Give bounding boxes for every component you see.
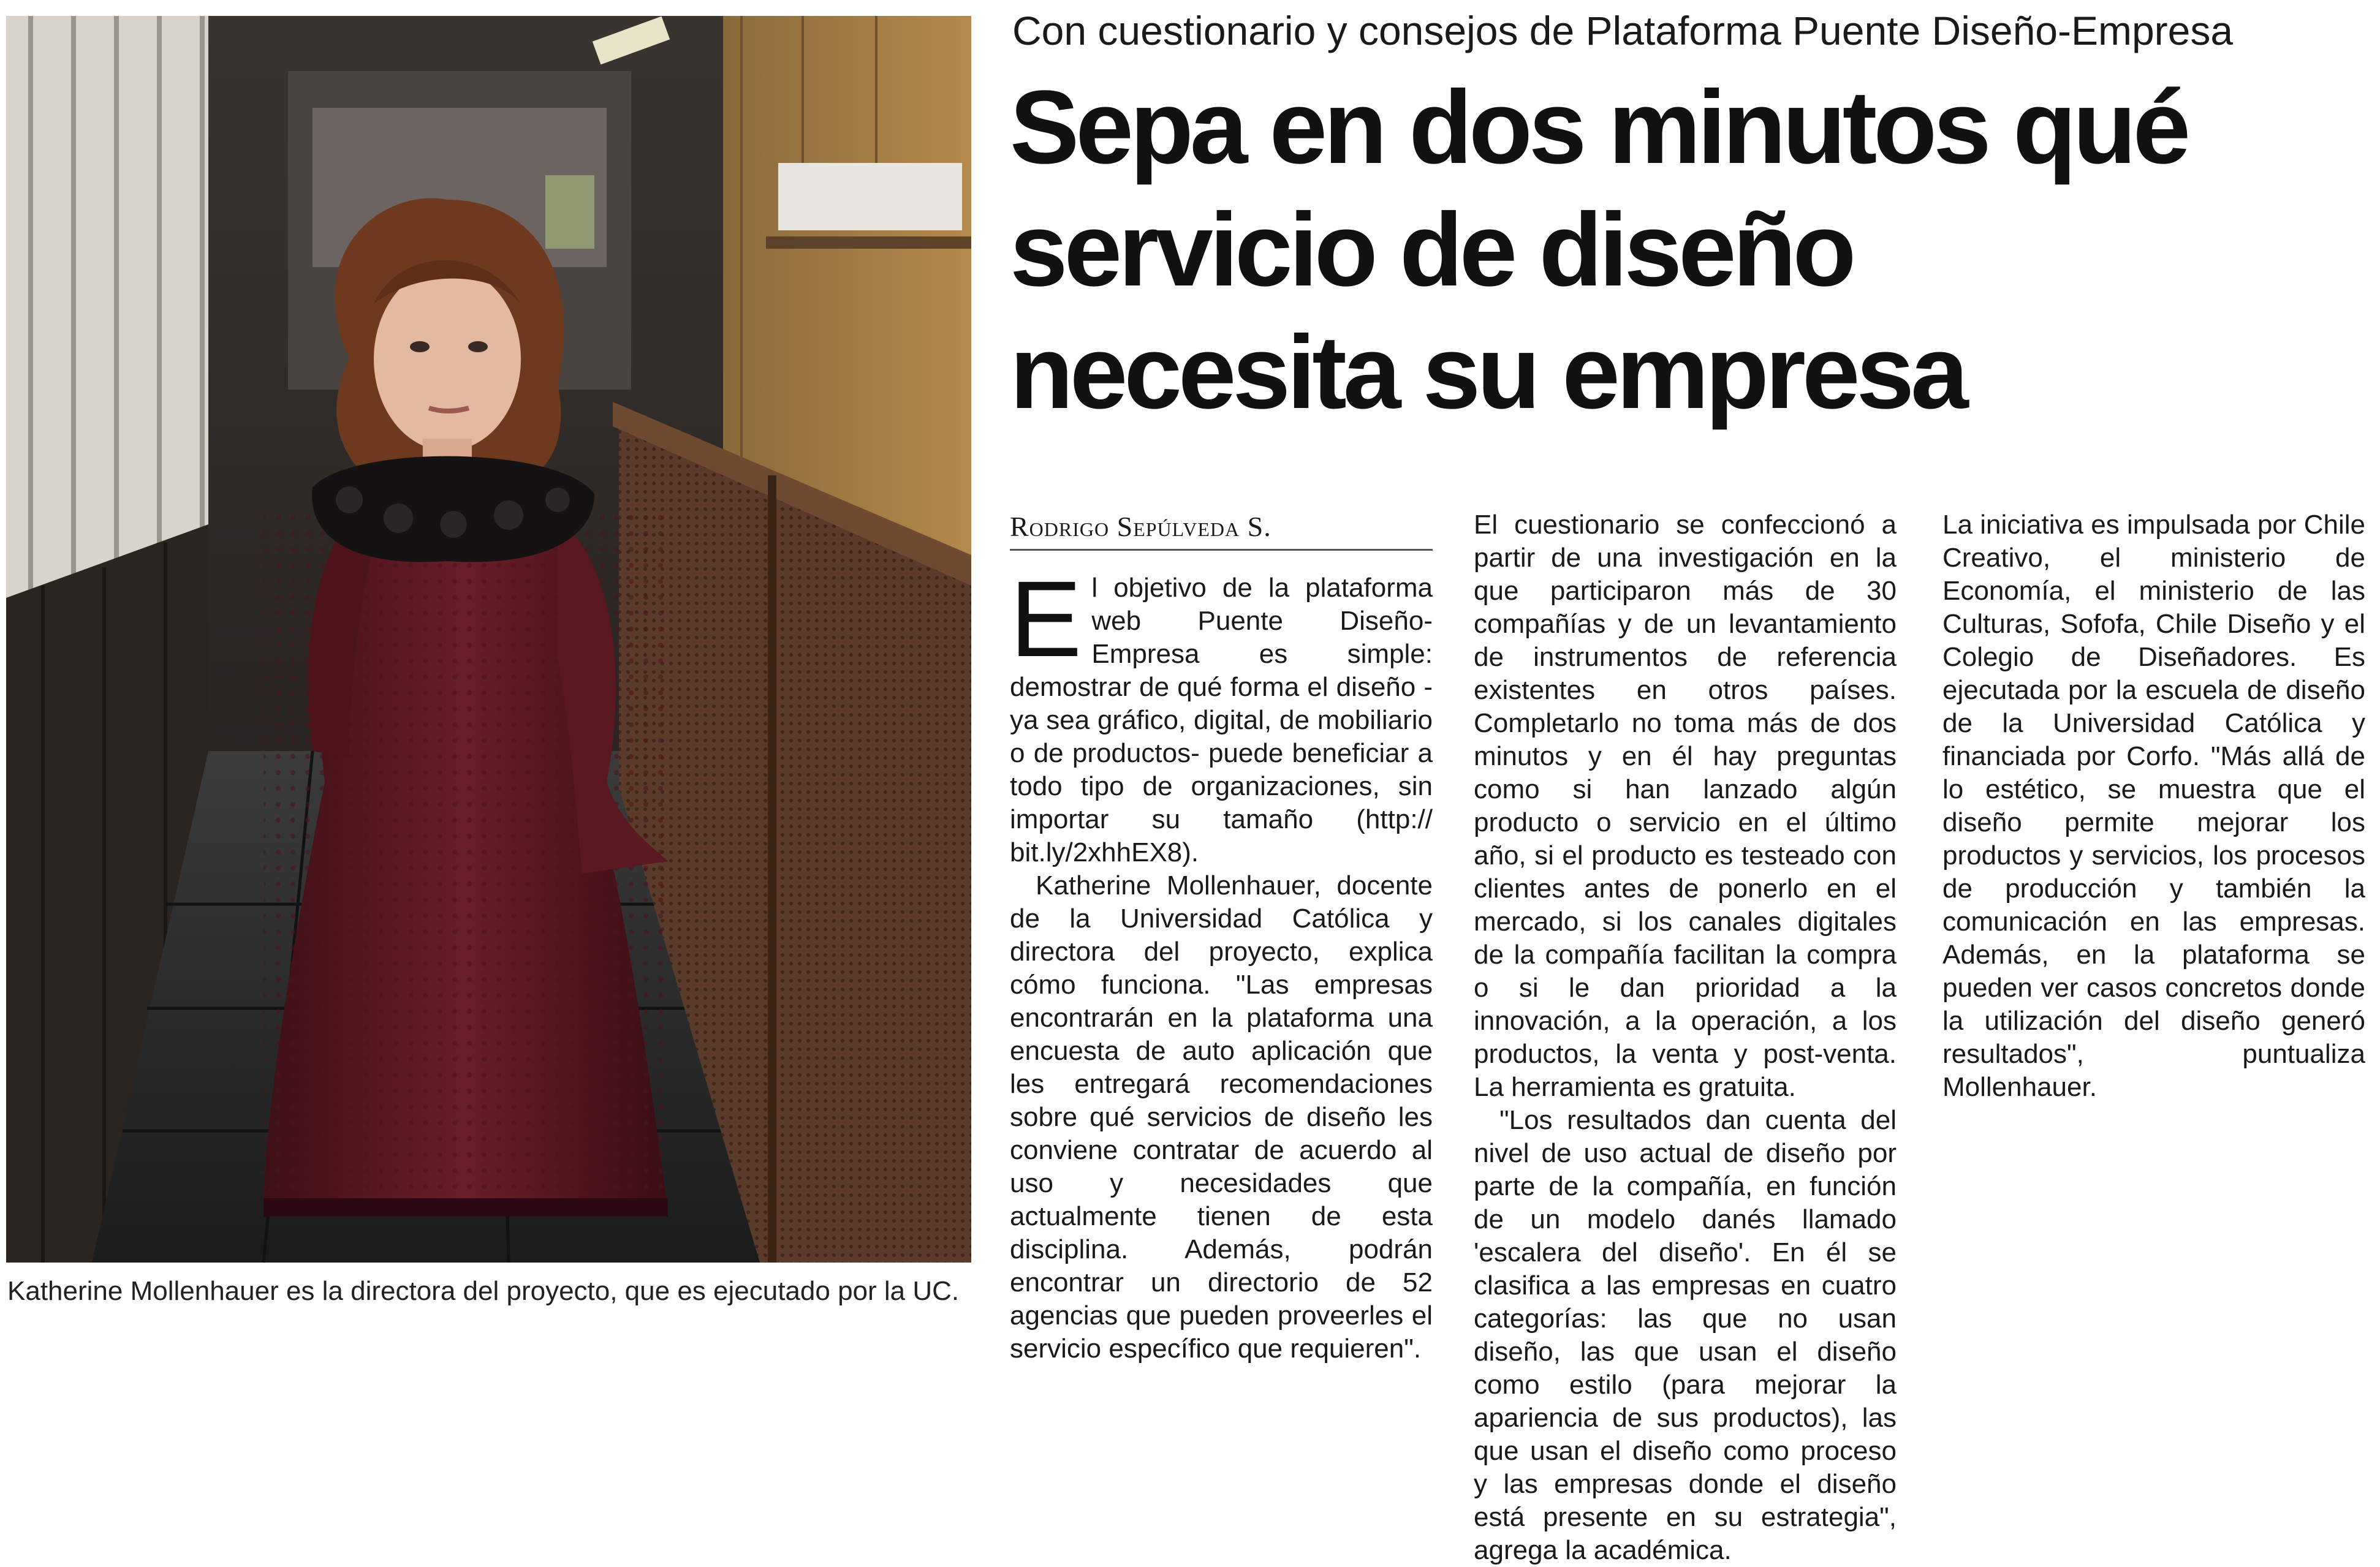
- paragraph-text: l objetivo de la plataforma web Puente Diseño-Empresa es simple: demostrar de qué forma el diseño -ya sea gráfico, digital, de mobiliario o de productos- puede beneficiar a todo tipo de organizaciones, sin importar su tamaño (http:// bit.ly/2xhhEX8).: [1010, 573, 1433, 867]
- byline: Rodrigo Sepúlveda S.: [1010, 508, 1433, 551]
- article-paragraph: La iniciativa es impulsada por Chile Creativo, el ministerio de Economía, el ministerio de las Culturas, Sofofa, Chile Diseño y el Colegio de Diseñadores. Es ejecutada por la escuela de diseño de la Universidad Católica y financiada por Corfo. "Más allá de lo estético, se muestra que el diseño permite mejorar los productos y servicios, los procesos de producción y también la comunicación en las empresas. Además, en la plataforma se pueden ver casos concretos donde la utilización del diseño generó resultados", puntualiza Mollenhauer.: [1942, 510, 2365, 1102]
- headline-line: Sepa en dos minutos qué: [1010, 69, 2188, 186]
- photo-illustration: [6, 16, 971, 1263]
- article-paragraph: "Los resultados dan cuenta del nivel de uso actual de diseño por parte de la compañía, en función de un modelo danés llamado 'escalera del diseño'. En él se clasifica a las empresas en cuatro categorías: las que no usan diseño, las que usan el diseño como estilo (para mejorar la apariencia de sus productos), las que usan el diseño como proceso y las empresas donde el diseño está presente en su estrategia", agrega la académica.: [1474, 1105, 1897, 1565]
- headline-line: servicio de diseño: [1010, 192, 1853, 308]
- drop-cap: E: [1010, 559, 1082, 679]
- article-paragraph: [1010, 559, 1433, 869]
- article-column-1: [1010, 508, 1433, 1364]
- kicker-subheadline: Con cuestionario y consejos de Plataforma Puente Diseño-Empresa: [1012, 8, 2234, 53]
- article-column-2: [1474, 508, 1897, 1565]
- headline-line: necesita su empresa: [1010, 314, 1965, 431]
- article-paragraph: El cuestionario se confeccionó a partir de una investigación en la que participaron más de 30 compañías y de un levantamiento de instrumentos de referencia existentes en otros países. Completarlo no toma más de dos minutos y en él hay preguntas como si han lanzado algún producto o servicio en el último año, si el producto es testeado con clientes antes de ponerlo en el mercado, si los canales digitales de la compañía facilitan la compra o si le dan prioridad a la innovación, a la operación, a los productos, la venta y post-venta. La herramienta es gratuita.: [1474, 510, 1897, 1102]
- article-photo: [6, 16, 971, 1263]
- headline: [1010, 66, 2358, 434]
- photo-caption: Katherine Mollenhauer es la directora del proyecto, que es ejecutado por la UC.: [7, 1276, 960, 1306]
- article-column-3: [1942, 508, 2365, 1323]
- article-paragraph: Katherine Mollenhauer, docente de la Universidad Católica y directora del proyecto, explica cómo funciona. "Las empresas encontrarán en la plataforma una encuesta de auto aplicación que les entregará recomendaciones sobre qué servicios de diseño les conviene contratar de acuerdo al uso y necesidades que actualmente tienen de esta disciplina. Además, podrán encontrar un directorio de 52 agencias que pueden proveerles el servicio específico que requieren".: [1010, 870, 1433, 1364]
